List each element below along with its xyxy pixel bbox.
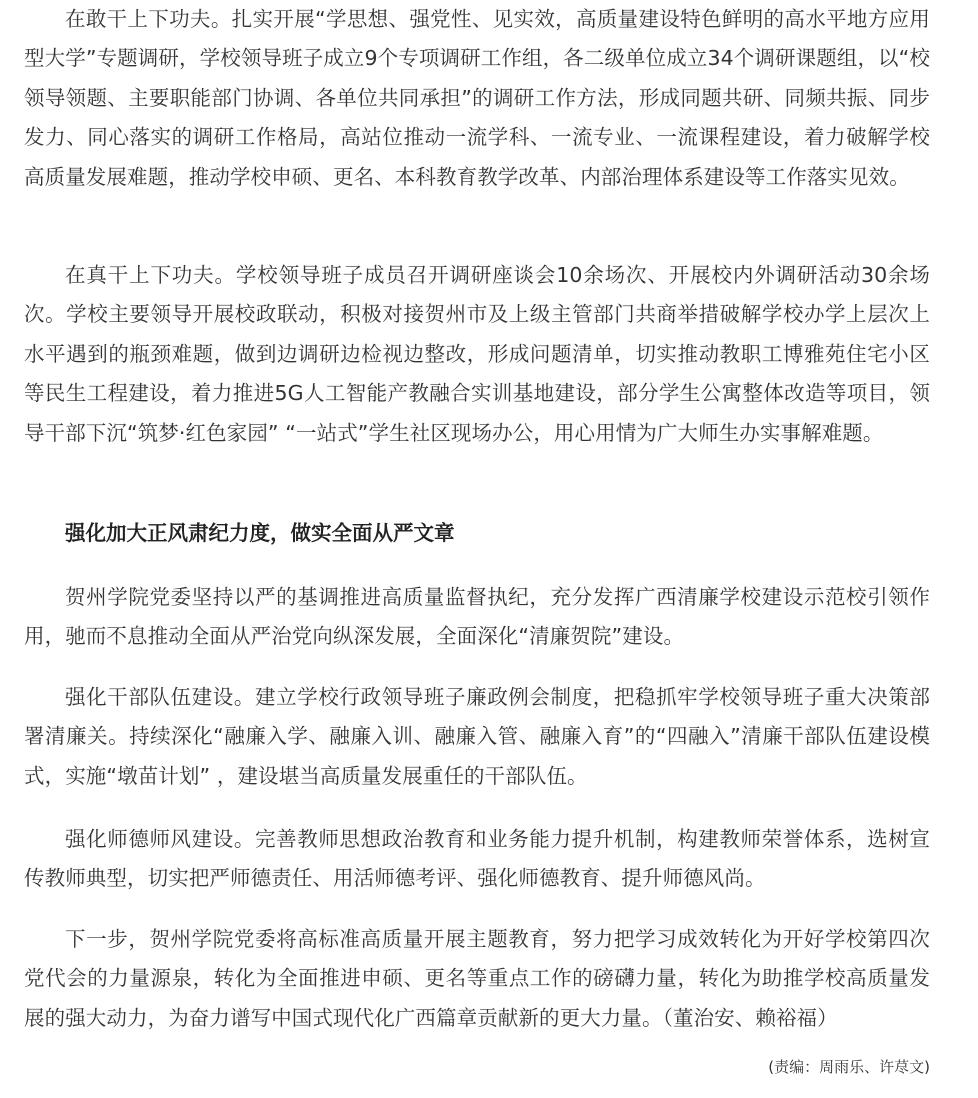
paragraph-teacher-ethics: 强化师德师风建设。完善教师思想政治教育和业务能力提升机制，构建教师荣誉体系，选树宣传教师典型，切实把严师德责任、用活师德考评、强化师德教育、提升师德风尚。 bbox=[24, 827, 930, 891]
paragraph-cadre-team: 强化干部队伍建设。建立学校行政领导班子廉政例会制度，把稳抓牢学校领导班子重大决策部署清廉关。持续深化“融廉入学、融廉入训、融廉入管、融廉入育”的“四融入”清廉干部队伍建设模式，实施“墩苗计划” ，建设堪当高质量发展重任的干部队伍。 bbox=[24, 685, 930, 788]
paragraph-next-steps: 下一步，贺州学院党委将高标准高质量开展主题教育，努力把学习成效转化为开好学校第四次党代会的力量源泉，转化为全面推进申硕、更名等重点工作的磅礴力量，转化为助推学校高质量发展的强大动力，为奋力谱写中国式现代化广西篇章贡献新的更大力量。（董治安、赖裕福） bbox=[24, 927, 930, 1030]
editor-credit: (责编：周雨乐、许荩文) bbox=[768, 1058, 930, 1076]
section-heading: 强化加大正风肃纪力度，做实全面从严文章 bbox=[65, 521, 455, 545]
paragraph-daring-work: 在敢干上下功夫。扎实开展“学思想、强党性、见实效，高质量建设特色鲜明的高水平地方应用型大学”专题调研，学校领导班子成立9个专项调研工作组，各二级单位成立34个调研课题组，以“校领导领题、主要职能部门协调、各单位共同承担”的调研工作方法，形成同题共研、同频共振、同步发力、同心落实的调研工作格局，高站位推动一流学科、一流专业、一流课程建设，着力破解学校高质量发展难题，推动学校申硕、更名、本科教育教学改革、内部治理体系建设等工作落实见效。 bbox=[24, 7, 930, 189]
paragraph-strict-supervision: 贺州学院党委坚持以严的基调推进高质量监督执纪，充分发挥广西清廉学校建设示范校引领作用，驰而不息推动全面从严治党向纵深发展，全面深化“清廉贺院”建设。 bbox=[24, 585, 930, 649]
paragraph-real-work: 在真干上下功夫。学校领导班子成员召开调研座谈会10余场次、开展校内外调研活动30余场次。学校主要领导开展校政联动，积极对接贺州市及上级主管部门共商举措破解学校办学上层次上水平遇到的瓶颈难题，做到边调研边检视边整改，形成问题清单，切实推动教职工博雅苑住宅小区等民生工程建设，着力推进5G人工智能产教融合实训基地建设，部分学生公寓整体改造等项目，领导干部下沉“筑梦·红色家园” “一站式”学生社区现场办公，用心用情为广大师生办实事解难题。 bbox=[24, 263, 930, 445]
